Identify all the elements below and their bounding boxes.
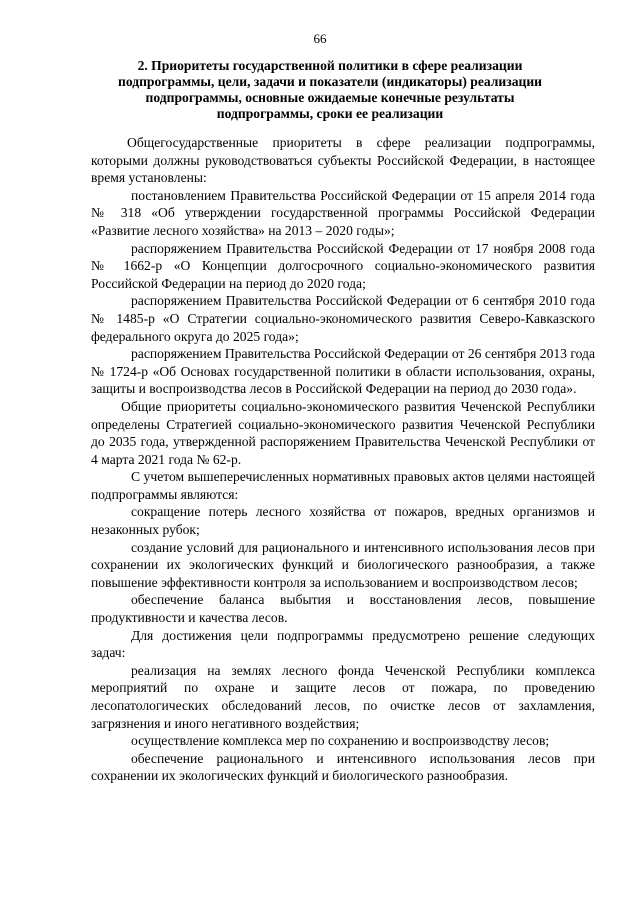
page-number: 66 [313,31,327,46]
paragraph: реализация на землях лесного фонда Чеченской Республики комплекса мероприятий по охране и защите лесов от пожара, по проведению лесопатологических обследований лесов, по очистке лесов от захламления, загрязнения и иного негативного воздействия; [91,662,595,731]
paragraph: распоряжением Правительства Российской Федерации от 6 сентября 2010 года № 1485-р «О Стратегии социально-экономического развития Северо-Кавказского федерального округа до 2025 года»; [91,293,595,344]
paragraph: С учетом вышеперечисленных нормативных правовых актов целями настоящей подпрограммы являются: [91,469,595,502]
body-text [91,134,595,785]
paragraph: осуществление комплекса мер по сохранению и воспроизводству лесов; [131,733,550,749]
paragraph: распоряжением Правительства Российской Федерации от 17 ноября 2008 года № 1662-р «О Концепции долгосрочного социально-экономического развития Российской Федерации на период до 2020 года; [91,240,595,291]
paragraph: Для достижения цели подпрограммы предусмотрено решение следующих задач: [91,627,595,661]
section-heading: 2. Приоритеты государственной политики в сфере реализации подпрограммы, цели, задачи и показатели (индикаторы) реализации подпрограммы, основные ожидаемые конечные результаты подпрограммы, сроки ее реализации [117,58,543,121]
paragraph: Общегосударственные приоритеты в сфере реализации подпрограммы, которыми должны руководствоваться субъекты Российской Федерации, в настоящее время установлены: [91,135,595,186]
paragraph: постановлением Правительства Российской Федерации от 15 апреля 2014 года № 318 «Об утверждении государственной программы Российской Федерации «Развитие лесного хозяйства» на 2013 – 2020 годы»; [91,187,595,238]
paragraph: сокращение потерь лесного хозяйства от пожаров, вредных организмов и незаконных рубок; [91,504,595,538]
paragraph: обеспечение баланса выбытия и восстановления лесов, повышение продуктивности и качества лесов. [91,592,595,626]
paragraph: создание условий для рационального и интенсивного использования лесов при сохранении их экологических функций и биологического разнообразия, а также повышение эффективности контроля за использованием и воспроизводством лесов; [91,539,595,590]
paragraph: Общие приоритеты социально-экономического развития Чеченской Республики определены Стратегией социально-экономического развития Чеченской Республики до 2035 года, утвержденной распоряжением Правительства Чеченской Республики от 4 марта 2021 года № 62-р. [91,398,595,467]
paragraph: распоряжением Правительства Российской Федерации от 26 сентября 2013 года № 1724-р «Об Основах государственной политики в области использования, охраны, защиты и воспроизводства лесов в Российской Федерации на период до 2030 года». [91,346,595,397]
paragraph: обеспечение рационального и интенсивного использования лесов при сохранении их экологических функций и биологического разнообразия. [91,750,595,784]
